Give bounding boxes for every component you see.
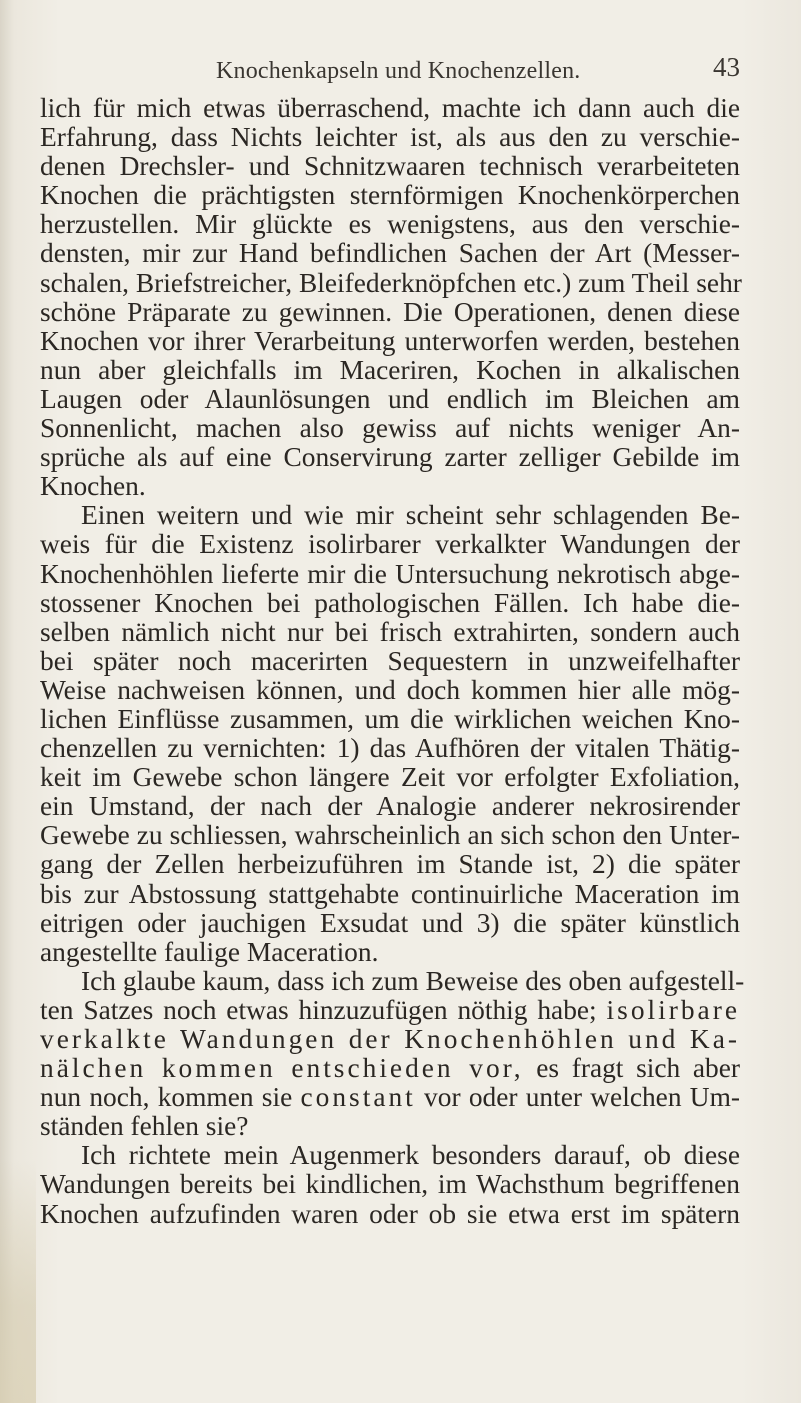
text-segment: nun noch, kommen sie	[40, 1082, 293, 1113]
text-line: Wandungen bereits bei kindlichen, im Wachsthum begriffenen	[40, 1169, 740, 1200]
text-line: gang der Zellen herbeizuführen im Stande ist, 2) die später	[40, 849, 740, 880]
text-line: angestellte faulige Maceration.	[40, 936, 379, 967]
text-line: Knochenhöhlen lieferte mir die Untersuchung nekrotisch abge-	[40, 558, 740, 589]
paragraph-start-line: Einen weitern und wie mir scheint sehr schlagenden Be-	[81, 500, 740, 531]
emphasis-text: nälchen kommen entschieden vor,	[40, 1053, 524, 1084]
text-line: eitrigen oder jauchigen Exsudat und 3) die später künstlich	[40, 907, 740, 938]
text-line: bei später noch macerirten Sequestern in unzweifelhafter	[40, 645, 740, 676]
text-line: Laugen oder Alaunlösungen und endlich im Bleichen am	[40, 383, 740, 414]
text-line: schalen, Briefstreicher, Bleifederknöpfchen etc.) zum Theil sehr	[40, 267, 742, 298]
text-line: Weise nachweisen können, und doch kommen hier alle mög-	[40, 674, 740, 705]
text-line-mixed	[40, 1083, 740, 1112]
text-line-mixed	[40, 1054, 740, 1083]
text-line: Knochen.	[40, 471, 146, 502]
text-segment: ten Satzes noch etwas hinzuzufügen nöthig habe;	[40, 994, 597, 1025]
text-line: nun aber gleichfalls im Maceriren, Kochen in alkalischen	[40, 354, 740, 385]
text-line: Knochen vor ihrer Verarbeitung unterworfen werden, bestehen	[40, 325, 740, 356]
text-line: chenzellen zu vernichten: 1) das Aufhören der vitalen Thätig-	[40, 733, 740, 764]
text-line: densten, mir zur Hand befindlichen Sachen der Art (Messer-	[40, 238, 740, 269]
text-line: selben nämlich nicht nur bei frisch extrahirten, sondern auch	[40, 616, 740, 647]
text-line: Knochen die prächtigsten sternförmigen Knochenkörperchen	[40, 180, 740, 211]
text-line: schöne Präparate zu gewinnen. Die Operationen, denen diese	[40, 296, 740, 327]
text-line: weis für die Existenz isolirbarer verkalkter Wandungen der	[40, 529, 740, 560]
text-segment: es fragt sich aber	[536, 1053, 740, 1084]
text-line: Gewebe zu schliessen, wahrscheinlich an sich schon den Unter-	[40, 820, 740, 851]
page-number: 43	[713, 52, 740, 82]
text-line: ständen fehlen sie?	[40, 1111, 249, 1142]
text-line: denen Drechsler- und Schnitzwaaren technisch verarbeiteten	[40, 151, 740, 182]
running-head	[40, 52, 740, 86]
text-line: ein Umstand, der nach der Analogie anderer nekrosirender	[40, 791, 740, 822]
text-line: stossener Knochen bei pathologischen Fällen. Ich habe die-	[40, 587, 740, 618]
page-edge-stain	[0, 1160, 36, 1403]
text-line: lich für mich etwas überraschend, machte ich dann auch die	[40, 93, 740, 123]
emphasis-text: constant	[300, 1082, 416, 1113]
emphasis-text: isolirbare	[606, 994, 740, 1025]
text-line: Sonnenlicht, machen also gewiss auf nichts weniger An-	[40, 413, 740, 444]
text-line: Knochen aufzufinden waren oder ob sie etwa erst im spätern	[40, 1198, 740, 1229]
text-line-mixed	[40, 996, 740, 1025]
text-line: lichen Einflüsse zusammen, um die wirklichen weichen Kno-	[40, 703, 740, 734]
text-line: sprüche als auf eine Conservirung zarter zelliger Gebilde im	[40, 442, 740, 473]
paragraph-start-line: Ich glaube kaum, dass ich zum Beweise des oben aufgestell-	[81, 965, 745, 996]
text-line: bis zur Abstossung stattgehabte continuirliche Maceration im	[40, 878, 740, 909]
text-line: Erfahrung, dass Nichts leichter ist, als aus den zu verschie-	[40, 122, 740, 153]
text-line: herzustellen. Mir glückte es wenigstens, aus den verschie-	[40, 209, 740, 240]
body-text	[40, 93, 745, 1229]
paragraph-start-line: Ich richtete mein Augenmerk besonders darauf, ob diese	[81, 1140, 740, 1171]
emphasis-line: verkalkte Wandungen der Knochenhöhlen und Ka-	[40, 1024, 740, 1054]
text-line: keit im Gewebe schon längere Zeit vor erfolgter Exfoliation,	[40, 762, 740, 793]
running-title: Knochenkapseln und Knochenzellen.	[216, 58, 581, 84]
text-segment: vor oder unter welchen Um-	[424, 1082, 740, 1113]
